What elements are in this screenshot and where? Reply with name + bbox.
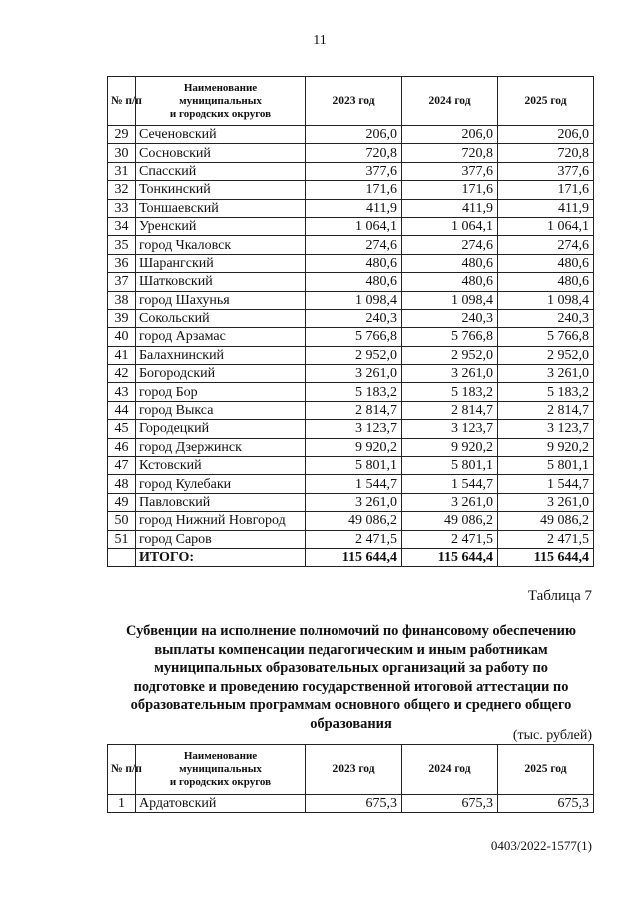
value-2023: 1 544,7 (306, 475, 402, 493)
value-2023: 2 952,0 (306, 346, 402, 364)
value-2024: 274,6 (402, 236, 498, 254)
row-number: 30 (108, 144, 136, 162)
table-row (108, 401, 594, 419)
value-2023: 480,6 (306, 254, 402, 272)
table-row (108, 457, 594, 475)
row-number: 49 (108, 493, 136, 511)
value-2023: 3 123,7 (306, 420, 402, 438)
value-2024: 377,6 (402, 162, 498, 180)
value-2024: 5 183,2 (402, 383, 498, 401)
row-number: 47 (108, 457, 136, 475)
value-2024: 675,3 (402, 795, 498, 813)
municipality-name: Шатковский (136, 273, 306, 291)
table-row (108, 254, 594, 272)
table-row (108, 795, 594, 813)
row-number: 42 (108, 365, 136, 383)
municipality-name: Сосновский (136, 144, 306, 162)
table-row (108, 383, 594, 401)
title-line: муниципальных образовательных организаций за работу по (154, 660, 548, 677)
total-2024: 115 644,4 (402, 548, 498, 566)
table-row (108, 512, 594, 530)
value-2025: 720,8 (498, 144, 594, 162)
title-line: образовательным программам основного общего и среднего общего (130, 697, 572, 714)
row-number: 46 (108, 438, 136, 456)
municipality-name: город Бор (136, 383, 306, 401)
units-label: (тыс. рублей) (512, 728, 592, 743)
table-header-row (108, 77, 594, 126)
value-2023: 9 920,2 (306, 438, 402, 456)
municipality-name: Павловский (136, 493, 306, 511)
header-name (136, 77, 306, 126)
row-number: 31 (108, 162, 136, 180)
value-2024: 2 471,5 (402, 530, 498, 548)
municipality-name: город Шахунья (136, 291, 306, 309)
municipality-name: Тонкинский (136, 181, 306, 199)
row-number: 1 (108, 795, 136, 813)
total-label: ИТОГО: (136, 548, 306, 566)
value-2024: 5 801,1 (402, 457, 498, 475)
value-2025: 49 086,2 (498, 512, 594, 530)
row-number: 34 (108, 217, 136, 235)
subvention-table-6-continued (107, 76, 594, 567)
value-2023: 49 086,2 (306, 512, 402, 530)
total-row (108, 548, 594, 566)
table-row (108, 291, 594, 309)
municipality-name: Городецкий (136, 420, 306, 438)
table-row (108, 328, 594, 346)
value-2024: 2 952,0 (402, 346, 498, 364)
row-number: 29 (108, 126, 136, 144)
value-2024: 5 766,8 (402, 328, 498, 346)
value-2023: 675,3 (306, 795, 402, 813)
municipality-name: город Нижний Новгород (136, 512, 306, 530)
row-number: 39 (108, 309, 136, 327)
row-number: 32 (108, 181, 136, 199)
table-row (108, 493, 594, 511)
total-2023: 115 644,4 (306, 548, 402, 566)
total-2025: 115 644,4 (498, 548, 594, 566)
value-2025: 5 766,8 (498, 328, 594, 346)
value-2023: 720,8 (306, 144, 402, 162)
value-2025: 2 952,0 (498, 346, 594, 364)
row-number: 37 (108, 273, 136, 291)
table-title (104, 622, 598, 734)
title-line: образования (310, 715, 392, 732)
value-2023: 2 471,5 (306, 530, 402, 548)
table-row (108, 530, 594, 548)
municipality-name: город Чкаловск (136, 236, 306, 254)
municipality-name: Спасский (136, 162, 306, 180)
header-name-line: муниципальных (179, 763, 262, 775)
row-number: 41 (108, 346, 136, 364)
municipality-name: Шарангский (136, 254, 306, 272)
row-number: 38 (108, 291, 136, 309)
header-2024: 2024 год (402, 745, 498, 795)
value-2023: 240,3 (306, 309, 402, 327)
header-name-line: и городских округов (169, 776, 272, 788)
value-2024: 1 064,1 (402, 217, 498, 235)
header-2024: 2024 год (402, 77, 498, 126)
value-2025: 3 261,0 (498, 493, 594, 511)
header-2023: 2023 год (306, 77, 402, 126)
value-2025: 480,6 (498, 273, 594, 291)
document-code: 0403/2022-1577(1) (490, 838, 592, 853)
value-2023: 5 766,8 (306, 328, 402, 346)
header-name-line: Наименование (183, 750, 258, 762)
value-2025: 1 098,4 (498, 291, 594, 309)
table-row (108, 181, 594, 199)
value-2025: 9 920,2 (498, 438, 594, 456)
row-number: 48 (108, 475, 136, 493)
value-2023: 377,6 (306, 162, 402, 180)
header-2023: 2023 год (306, 745, 402, 795)
value-2025: 675,3 (498, 795, 594, 813)
value-2024: 1 544,7 (402, 475, 498, 493)
value-2025: 1 064,1 (498, 217, 594, 235)
municipality-name: город Арзамас (136, 328, 306, 346)
row-number: 35 (108, 236, 136, 254)
value-2023: 206,0 (306, 126, 402, 144)
header-num: № п/п (108, 77, 136, 126)
value-2024: 3 261,0 (402, 365, 498, 383)
value-2024: 720,8 (402, 144, 498, 162)
value-2025: 480,6 (498, 254, 594, 272)
table-caption: Таблица 7 (527, 588, 592, 604)
table-row (108, 126, 594, 144)
row-number: 40 (108, 328, 136, 346)
header-2025: 2025 год (498, 77, 594, 126)
table-row (108, 217, 594, 235)
value-2025: 5 183,2 (498, 383, 594, 401)
value-2023: 480,6 (306, 273, 402, 291)
value-2023: 411,9 (306, 199, 402, 217)
title-line: Субвенции на исполнение полномочий по финансовому обеспечению (126, 623, 576, 639)
page-number: 11 (313, 33, 327, 48)
table-row (108, 199, 594, 217)
municipality-name: город Саров (136, 530, 306, 548)
municipality-name: город Кулебаки (136, 475, 306, 493)
table-row (108, 365, 594, 383)
value-2024: 9 920,2 (402, 438, 498, 456)
header-2025: 2025 год (498, 745, 594, 795)
row-number: 44 (108, 401, 136, 419)
value-2025: 3 123,7 (498, 420, 594, 438)
row-number: 50 (108, 512, 136, 530)
value-2025: 240,3 (498, 309, 594, 327)
subvention-table-7 (107, 744, 594, 813)
value-2023: 274,6 (306, 236, 402, 254)
value-2024: 206,0 (402, 126, 498, 144)
table-row (108, 475, 594, 493)
total-num-cell (108, 548, 136, 566)
value-2023: 3 261,0 (306, 493, 402, 511)
value-2025: 274,6 (498, 236, 594, 254)
value-2024: 411,9 (402, 199, 498, 217)
header-name-line: и городских округов (169, 107, 272, 120)
municipality-name: Сокольский (136, 309, 306, 327)
header-name-line: муниципальных (179, 94, 262, 107)
table-row (108, 346, 594, 364)
municipality-name: Богородский (136, 365, 306, 383)
value-2024: 480,6 (402, 273, 498, 291)
value-2025: 171,6 (498, 181, 594, 199)
value-2024: 171,6 (402, 181, 498, 199)
value-2025: 3 261,0 (498, 365, 594, 383)
table-header-row (108, 745, 594, 795)
value-2025: 5 801,1 (498, 457, 594, 475)
table-row (108, 273, 594, 291)
row-number: 51 (108, 530, 136, 548)
municipality-name: город Выкса (136, 401, 306, 419)
value-2025: 206,0 (498, 126, 594, 144)
value-2023: 5 183,2 (306, 383, 402, 401)
municipality-name: Ардатовский (136, 795, 306, 813)
table-row (108, 162, 594, 180)
value-2023: 2 814,7 (306, 401, 402, 419)
value-2023: 171,6 (306, 181, 402, 199)
value-2024: 3 261,0 (402, 493, 498, 511)
table-row (108, 420, 594, 438)
value-2025: 2 814,7 (498, 401, 594, 419)
value-2025: 1 544,7 (498, 475, 594, 493)
value-2024: 49 086,2 (402, 512, 498, 530)
value-2025: 411,9 (498, 199, 594, 217)
table-row (108, 309, 594, 327)
title-line: подготовке и проведению государственной итоговой аттестации по (133, 678, 569, 695)
value-2024: 240,3 (402, 309, 498, 327)
table-row (108, 236, 594, 254)
row-number: 45 (108, 420, 136, 438)
value-2025: 2 471,5 (498, 530, 594, 548)
value-2023: 1 064,1 (306, 217, 402, 235)
header-num: № п/п (108, 745, 136, 795)
header-name (136, 745, 306, 795)
value-2023: 5 801,1 (306, 457, 402, 475)
municipality-name: город Дзержинск (136, 438, 306, 456)
municipality-name: Тоншаевский (136, 199, 306, 217)
row-number: 43 (108, 383, 136, 401)
value-2023: 3 261,0 (306, 365, 402, 383)
municipality-name: Кстовский (136, 457, 306, 475)
table-row (108, 144, 594, 162)
municipality-name: Балахнинский (136, 346, 306, 364)
value-2023: 1 098,4 (306, 291, 402, 309)
value-2024: 1 098,4 (402, 291, 498, 309)
value-2024: 480,6 (402, 254, 498, 272)
row-number: 33 (108, 199, 136, 217)
table-row (108, 438, 594, 456)
municipality-name: Сеченовский (136, 126, 306, 144)
header-name-line: Наименование (183, 81, 258, 94)
value-2024: 3 123,7 (402, 420, 498, 438)
title-line: выплаты компенсации педагогическим и иным работникам (154, 641, 548, 658)
value-2025: 377,6 (498, 162, 594, 180)
value-2024: 2 814,7 (402, 401, 498, 419)
municipality-name: Уренский (136, 217, 306, 235)
row-number: 36 (108, 254, 136, 272)
